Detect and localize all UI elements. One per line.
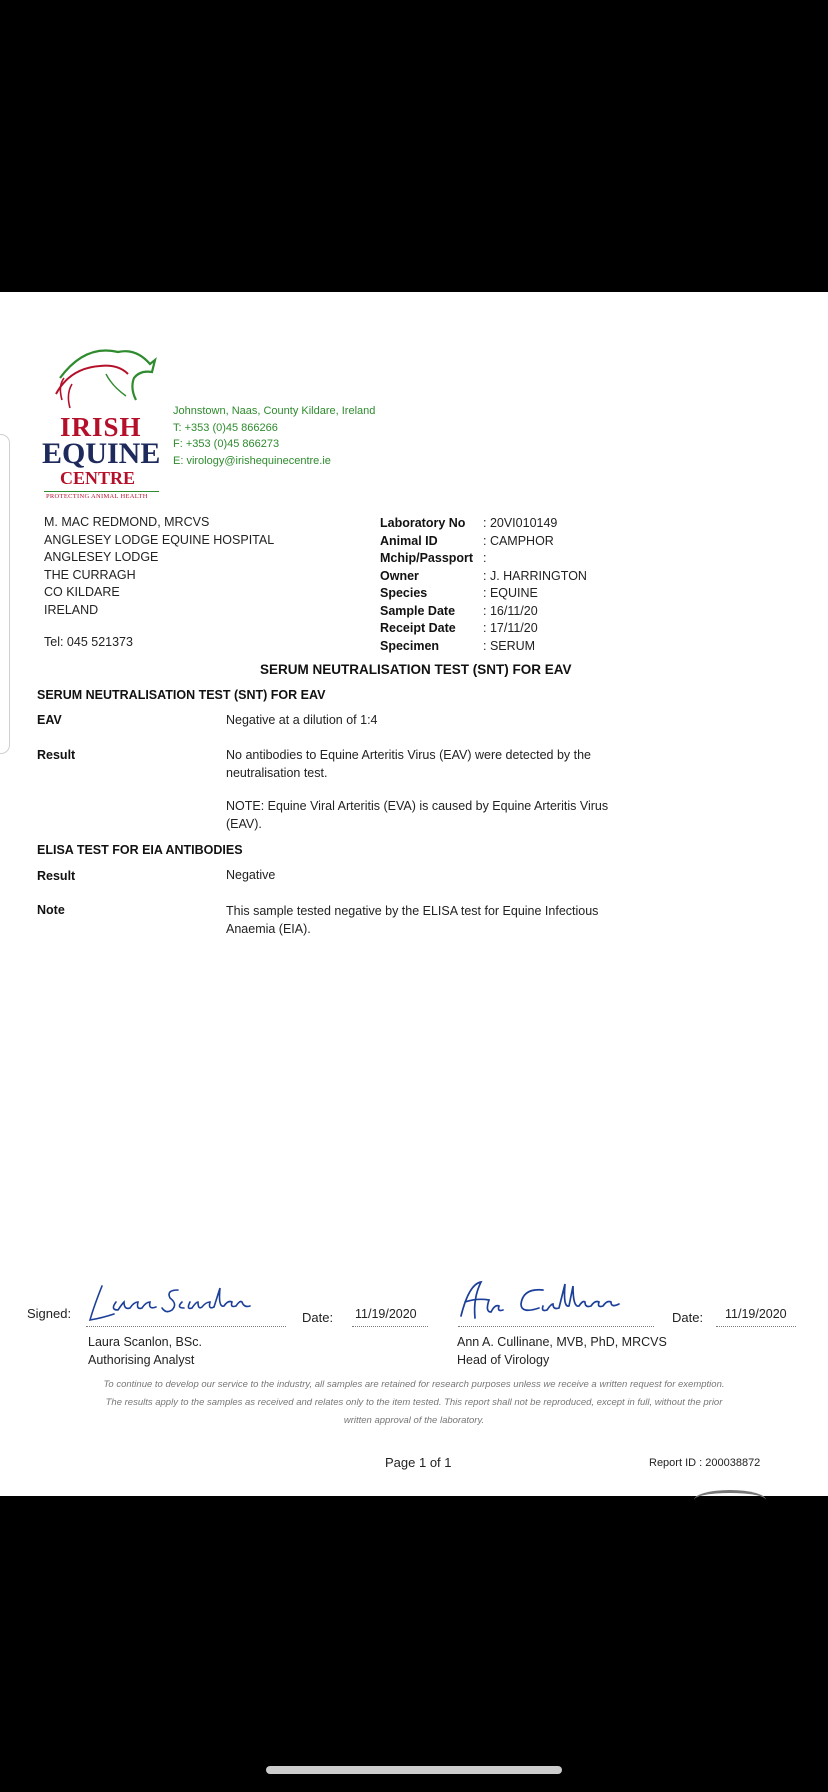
lab-contact — [173, 403, 375, 469]
elisa-note-line: Anaemia (EIA). — [226, 921, 311, 936]
snt-result-line: neutralisation test. — [226, 765, 328, 780]
specimen-values — [483, 515, 587, 655]
detail-value: : CAMPHOR — [483, 533, 554, 548]
detail-label: Laboratory No — [380, 516, 466, 530]
detail-value: : 17/11/20 — [483, 621, 538, 635]
disclaimer — [0, 1376, 828, 1430]
addressee-tel: Tel: 045 521373 — [44, 635, 133, 649]
elisa-note-label: Note — [37, 903, 65, 917]
left-signer-role: Authorising Analyst — [88, 1352, 195, 1367]
lab-phone: T: +353 (0)45 866266 — [173, 421, 278, 434]
elisa-note-text — [226, 903, 598, 938]
detail-value: : 16/11/20 — [483, 603, 538, 618]
elisa-heading: ELISA TEST FOR EIA ANTIBODIES — [37, 843, 243, 857]
detail-value: : 20VI010149 — [483, 516, 558, 530]
right-signature-line — [458, 1325, 654, 1327]
signed-label: Signed: — [27, 1306, 72, 1321]
detail-value: : J. HARRINGTON — [483, 568, 587, 583]
detail-label: Animal ID — [380, 533, 438, 548]
disclaimer-line: The results apply to the samples as received and relates only to the item tested. This report shall not be reproduced, except in full, without the prior — [105, 1397, 723, 1408]
right-signer-name: Ann A. Cullinane, MVB, PhD, MRCVS — [457, 1335, 667, 1349]
detail-label: Species — [380, 586, 428, 600]
elisa-result-value: Negative — [226, 868, 276, 882]
right-date-line — [716, 1325, 796, 1327]
detail-value: : SERUM — [483, 638, 536, 653]
lab-fax: F: +353 (0)45 866273 — [173, 438, 280, 450]
detail-label: Receipt Date — [380, 621, 456, 635]
snt-result-label: Result — [37, 748, 76, 762]
snt-result-line: No antibodies to Equine Arteritis Virus (EAV) were detected by the — [226, 748, 592, 762]
report-title: SERUM NEUTRALISATION TEST (SNT) FOR EAV — [260, 662, 572, 677]
snt-note-text — [226, 798, 608, 833]
elisa-result-label: Result — [37, 869, 76, 883]
detail-label: Sample Date — [380, 603, 456, 618]
snt-result-text — [226, 747, 591, 782]
specimen-details — [380, 515, 473, 655]
snt-note-line: (EAV). — [226, 816, 262, 831]
page-number: Page 1 of 1 — [385, 1455, 452, 1470]
addressee-block — [44, 514, 274, 619]
logo-irish: IRISH — [60, 412, 142, 442]
right-date-label: Date: — [672, 1310, 704, 1325]
addressee-line: M. MAC REDMOND, MRCVS — [44, 515, 210, 529]
left-signature — [82, 1280, 252, 1328]
logo-tagline: PROTECTING ANIMAL HEALTH — [46, 493, 148, 500]
disclaimer-line: written approval of the laboratory. — [343, 1415, 485, 1426]
report-id: Report ID : 200038872 — [649, 1457, 761, 1469]
logo-divider — [44, 491, 159, 492]
left-signature-line — [86, 1325, 286, 1327]
right-date: 11/19/2020 — [725, 1307, 787, 1321]
detail-value: : EQUINE — [483, 586, 538, 600]
left-signer-block — [88, 1334, 202, 1369]
snt-heading: SERUM NEUTRALISATION TEST (SNT) FOR EAV — [37, 688, 326, 702]
right-signature — [455, 1278, 625, 1330]
snt-note-line: NOTE: Equine Viral Arteritis (EVA) is caused by Equine Arteritis Virus — [226, 799, 609, 813]
addressee-line: CO KILDARE — [44, 585, 120, 599]
logo-centre: CENTRE — [60, 468, 136, 488]
elisa-note-line: This sample tested negative by the ELISA test for Equine Infectious — [226, 904, 599, 918]
detail-value: : — [483, 551, 487, 565]
eav-label: EAV — [37, 713, 62, 727]
side-pull-tab[interactable] — [0, 434, 10, 754]
home-indicator[interactable] — [266, 1766, 562, 1774]
left-signer-name: Laura Scanlon, BSc. — [88, 1335, 202, 1349]
detail-label: Specimen — [380, 638, 440, 653]
right-signer-role: Head of Virology — [457, 1352, 550, 1367]
detail-label: Owner — [380, 568, 419, 583]
left-date-line — [352, 1325, 428, 1327]
lab-logo — [40, 338, 162, 502]
overlay-arc — [694, 1490, 766, 1510]
left-date-label: Date: — [302, 1310, 334, 1325]
addressee-line: IRELAND — [44, 602, 99, 617]
lab-email: E: virology@irishequinecentre.ie — [173, 454, 331, 467]
disclaimer-line: To continue to develop our service to the industry, all samples are retained for research purposes unless we receive a written request for exemption. — [103, 1379, 725, 1390]
lab-address: Johnstown, Naas, County Kildare, Ireland — [173, 405, 376, 417]
addressee-line: THE CURRAGH — [44, 567, 136, 582]
addressee-line: ANGLESEY LODGE — [44, 550, 159, 564]
eav-value: Negative at a dilution of 1:4 — [226, 713, 378, 727]
horse-emblem-icon — [40, 338, 162, 414]
logo-equine: EQUINE — [42, 437, 161, 470]
left-date: 11/19/2020 — [355, 1307, 417, 1321]
addressee-line: ANGLESEY LODGE EQUINE HOSPITAL — [44, 532, 275, 547]
detail-label: Mchip/Passport — [380, 551, 474, 565]
right-signer-block — [457, 1334, 667, 1369]
